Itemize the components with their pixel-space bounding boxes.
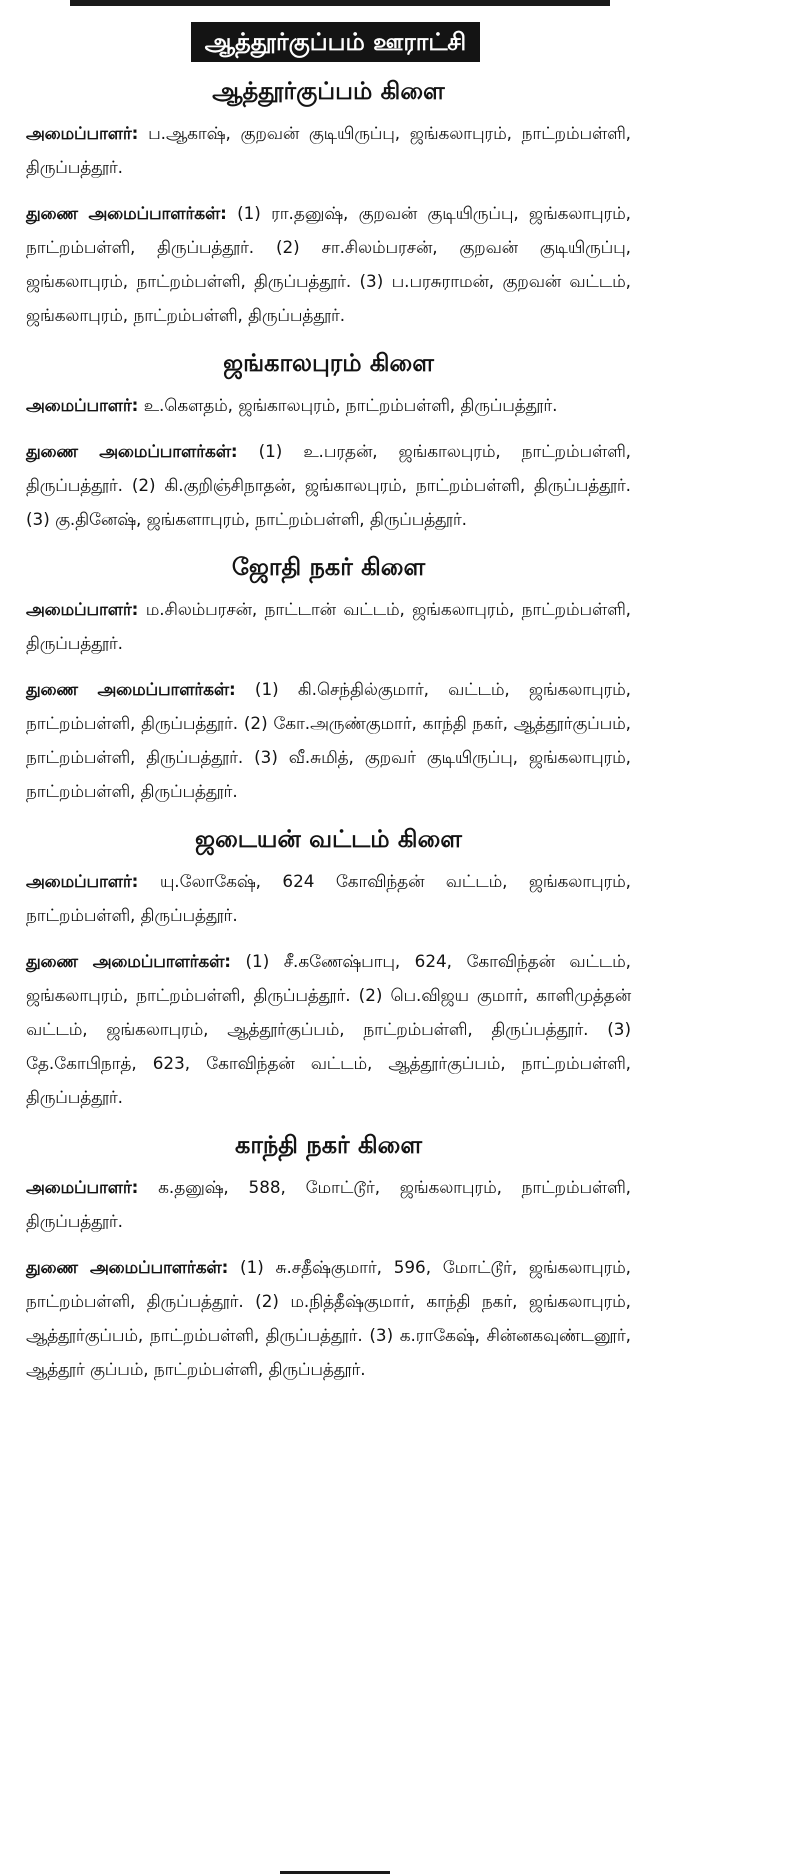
organizer-label: அமைப்பாளர்:	[26, 599, 139, 619]
deputies-text: (1) ரா.தனுஷ், குறவன் குடியிருப்பு, ஜங்கலாபுரம், நாட்றம்பள்ளி, திருப்பத்தூர். (2) சா.சிலம்பரசன், குறவன் குடியிருப்பு, ஜங்கலாபுரம், நாட்றம்பள்ளி, திருப்பத்தூர். (3) ப.பரசுராமன், குறவன் வட்டம், ஜங்கலாபுரம், நாட்றம்பள்ளி, திருப்பத்தூர்.	[26, 203, 632, 325]
deputies-label: துணை அமைப்பாளர்கள்:	[26, 203, 227, 223]
top-rule	[70, 0, 610, 6]
branch-section	[26, 822, 631, 1114]
deputies-paragraph	[26, 944, 631, 1114]
branch-title: காந்தி நகர் கிளை	[235, 1131, 422, 1159]
branch-title: ஆத்தூர்குப்பம் கிளை	[212, 77, 445, 105]
deputies-paragraph	[26, 1250, 631, 1386]
branch-title: ஜோதி நகர் கிளை	[231, 553, 426, 581]
deputies-paragraph	[26, 196, 631, 332]
deputies-label: துணை அமைப்பாளர்கள்:	[26, 951, 232, 971]
organizer-text: யு.லோகேஷ், 624 கோவிந்தன் வட்டம், ஜங்கலாபுரம், நாட்றம்பள்ளி, திருப்பத்தூர்.	[26, 871, 631, 925]
organizer-label: அமைப்பாளர்:	[26, 1177, 139, 1197]
organizer-paragraph	[26, 592, 631, 660]
deputies-text: (1) கி.செந்தில்குமார், வட்டம், ஜங்கலாபுரம், நாட்றம்பள்ளி, திருப்பத்தூர். (2) கோ.அருண்குமார், காந்தி நகர், ஆத்தூர்குப்பம், நாட்றம்பள்ளி, திருப்பத்தூர். (3) வீ.சுமித், குறவர் குடியிருப்பு, ஜங்கலாபுரம், நாட்றம்பள்ளி, திருப்பத்தூர்.	[26, 679, 632, 801]
organizer-paragraph	[26, 1170, 631, 1238]
deputies-label: துணை அமைப்பாளர்கள்:	[26, 441, 238, 461]
branch-section	[26, 74, 631, 332]
branch-title: ஜடையன் வட்டம் கிளை	[195, 825, 462, 853]
deputies-label: துணை அமைப்பாளர்கள்:	[26, 1257, 229, 1277]
organizer-label: அமைப்பாளர்:	[26, 123, 139, 143]
organizer-label: அமைப்பாளர்:	[26, 395, 139, 415]
deputies-paragraph	[26, 434, 631, 536]
deputies-text: (1) உ.பரதன், ஜங்காலபுரம், நாட்றம்பள்ளி, திருப்பத்தூர். (2) கி.குறிஞ்சிநாதன், ஜங்காலபுரம், நாட்றம்பள்ளி, திருப்பத்தூர். (3) கு.தினேஷ், ஜங்களாபுரம், நாட்றம்பள்ளி, திருப்பத்தூர்.	[26, 441, 632, 529]
branch-title: ஜங்காலபுரம் கிளை	[223, 349, 434, 377]
organizer-text: ம.சிலம்பரசன், நாட்டான் வட்டம், ஜங்கலாபுரம், நாட்றம்பள்ளி, திருப்பத்தூர்.	[26, 599, 631, 653]
deputies-label: துணை அமைப்பாளர்கள்:	[26, 679, 236, 699]
branch-list	[26, 74, 631, 1400]
organizer-paragraph	[26, 116, 631, 184]
branch-section	[26, 346, 631, 536]
panchayat-banner: ஆத்தூர்குப்பம் ஊராட்சி	[191, 22, 480, 62]
organizer-label: அமைப்பாளர்:	[26, 871, 139, 891]
organizer-text: ப.ஆகாஷ், குறவன் குடியிருப்பு, ஜங்கலாபுரம், நாட்றம்பள்ளி, திருப்பத்தூர்.	[26, 123, 631, 177]
bottom-rule	[280, 1871, 390, 1874]
organizer-text: க.தனுஷ், 588, மோட்டூர், ஜங்கலாபுரம், நாட்றம்பள்ளி, திருப்பத்தூர்.	[26, 1177, 631, 1231]
branch-section	[26, 1128, 631, 1386]
deputies-paragraph	[26, 672, 631, 808]
banner-wrap	[0, 22, 671, 62]
deputies-text: (1) சீ.கணேஷ்பாபு, 624, கோவிந்தன் வட்டம், ஜங்கலாபுரம், நாட்றம்பள்ளி, திருப்பத்தூர். (2) பெ.விஜய குமார், காளிமுத்தன் வட்டம், ஜங்கலாபுரம், ஆத்தூர்குப்பம், நாட்றம்பள்ளி, திருப்பத்தூர். (3) தே.கோபிநாத், 623, கோவிந்தன் வட்டம், ஆத்தூர்குப்பம், நாட்றம்பள்ளி, திருப்பத்தூர்.	[26, 951, 631, 1107]
branch-section	[26, 550, 631, 808]
organizer-paragraph	[26, 864, 631, 932]
organizer-text: உ.கௌதம், ஜங்காலபுரம், நாட்றம்பள்ளி, திருப்பத்தூர்.	[143, 395, 558, 415]
organizer-paragraph	[26, 388, 631, 422]
deputies-text: (1) சு.சதீஷ்குமார், 596, மோட்டூர், ஜங்கலாபுரம், நாட்றம்பள்ளி, திருப்பத்தூர். (2) ம.நித்தீஷ்குமார், காந்தி நகர், ஜங்கலாபுரம், ஆத்தூர்குப்பம், நாட்றம்பள்ளி, திருப்பத்தூர். (3) க.ராகேஷ், சின்னகவுண்டனூர், ஆத்தூர் குப்பம், நாட்றம்பள்ளி, திருப்பத்தூர்.	[26, 1257, 631, 1379]
